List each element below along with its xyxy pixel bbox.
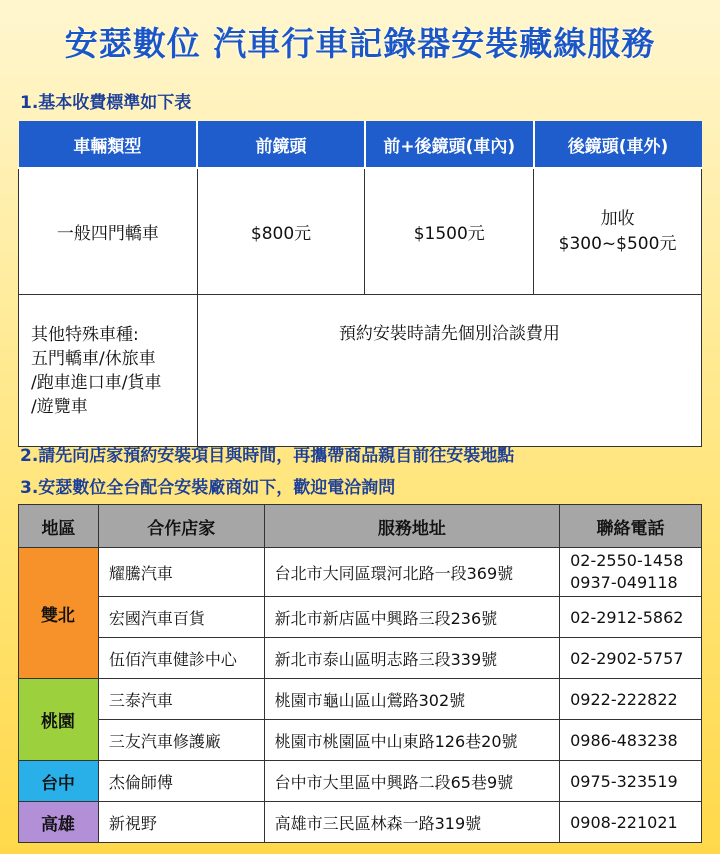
section-pricing-heading: 1.基本收費標準如下表	[20, 93, 192, 113]
special-price-note: 預約安裝時請先個別洽談費用	[197, 295, 701, 447]
header-store: 合作店家	[98, 505, 264, 548]
price-front-rear: $1500元	[365, 168, 534, 295]
pricing-header-row	[19, 121, 702, 168]
table-row	[19, 761, 702, 802]
phone-number[interactable]: 0986-483238	[560, 720, 702, 761]
store-name: 耀騰汽車	[98, 548, 264, 597]
phone-number-mobile[interactable]: 0937-049118	[570, 573, 678, 592]
page-title: 安瑟數位 汽車行車記錄器安裝藏線服務	[64, 24, 656, 63]
phone-number[interactable]: 02-2902-5757	[560, 638, 702, 679]
vehicle-type-sedan: 一般四門轎車	[19, 168, 198, 295]
pricing-table	[18, 121, 702, 447]
special-line: /遊覽車	[31, 396, 88, 417]
header-front-camera: 前鏡頭	[197, 121, 365, 168]
store-address: 新北市新店區中興路三段236號	[264, 597, 560, 638]
store-address: 台中市大里區中興路二段65巷9號	[264, 761, 560, 802]
header-front-rear-camera: 前+後鏡頭(車內)	[365, 121, 534, 168]
region-taoyuan: 桃園	[19, 679, 99, 761]
special-line: /跑車進口車/貨車	[31, 372, 162, 393]
region-kaohsiung: 高雄	[19, 802, 99, 843]
header-vehicle-type: 車輛類型	[19, 121, 198, 168]
store-name: 伍佰汽車健診中心	[98, 638, 264, 679]
store-address: 新北市泰山區明志路三段339號	[264, 638, 560, 679]
store-address: 高雄市三民區林森一路319號	[264, 802, 560, 843]
phone-number[interactable]: 0922-222822	[560, 679, 702, 720]
pricing-row-sedan	[19, 168, 702, 295]
table-row	[19, 597, 702, 638]
region-north: 雙北	[19, 548, 99, 679]
store-phone	[560, 548, 702, 597]
header-region: 地區	[19, 505, 99, 548]
phone-number[interactable]: 02-2550-1458	[570, 551, 684, 570]
store-address: 桃園市桃園區中山東路126巷20號	[264, 720, 560, 761]
header-address: 服務地址	[264, 505, 560, 548]
section-shops-heading: 3.安瑟數位全台配合安裝廠商如下，歡迎電洽詢問	[20, 478, 396, 498]
table-row	[19, 679, 702, 720]
section-booking-heading: 2.請先向店家預約安裝項目與時間，再攜帶商品親自前往安裝地點	[20, 446, 515, 466]
store-address: 桃園市龜山區山鶯路302號	[264, 679, 560, 720]
special-line: 五門轎車/休旅車	[31, 348, 156, 369]
table-row	[19, 720, 702, 761]
store-name: 三友汽車修護廠	[98, 720, 264, 761]
price-rear	[534, 168, 702, 295]
price-rear-line1: 加收	[600, 208, 635, 229]
store-name: 杰倫師傅	[98, 761, 264, 802]
shops-header-row	[19, 505, 702, 548]
store-address: 台北市大同區環河北路一段369號	[264, 548, 560, 597]
header-rear-camera: 後鏡頭(車外)	[534, 121, 702, 168]
phone-number[interactable]: 0975-323519	[560, 761, 702, 802]
phone-number[interactable]: 0908-221021	[560, 802, 702, 843]
table-row	[19, 802, 702, 843]
price-rear-line2: $300~$500元	[558, 233, 677, 254]
table-row	[19, 638, 702, 679]
price-front: $800元	[197, 168, 365, 295]
special-line: 其他特殊車種:	[31, 324, 139, 345]
phone-number[interactable]: 02-2912-5862	[560, 597, 702, 638]
region-taichung: 台中	[19, 761, 99, 802]
vehicle-type-special	[19, 295, 198, 447]
shops-table	[18, 504, 702, 843]
header-phone: 聯絡電話	[560, 505, 702, 548]
store-name: 三泰汽車	[98, 679, 264, 720]
table-row	[19, 548, 702, 597]
pricing-row-special	[19, 295, 702, 447]
store-name: 新視野	[98, 802, 264, 843]
store-name: 宏國汽車百貨	[98, 597, 264, 638]
